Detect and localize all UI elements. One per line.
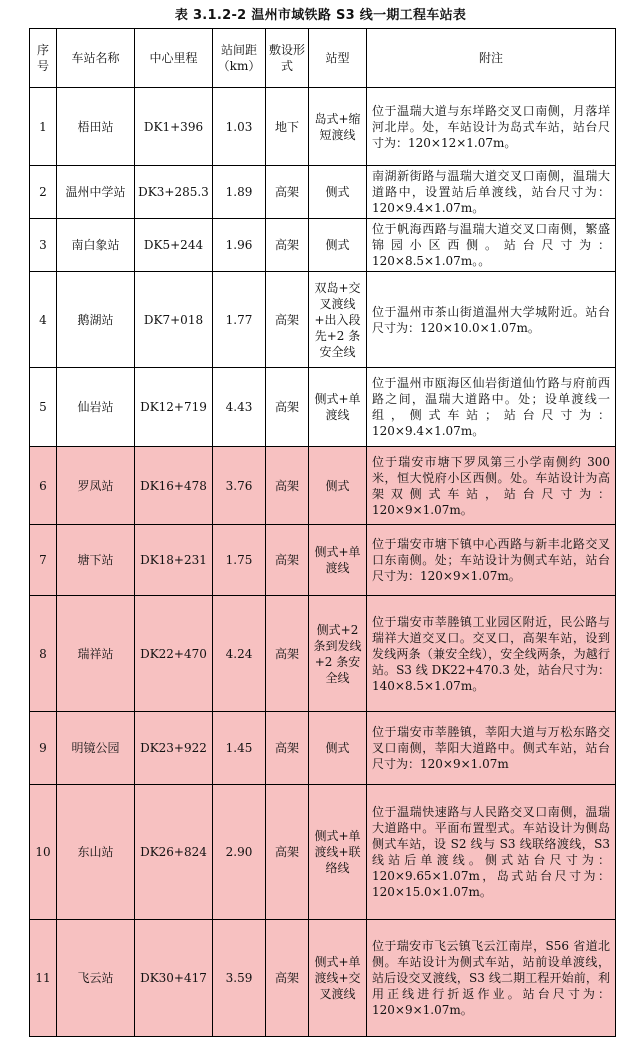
- cell-type: 侧式+2 条到发线+2 条安全线: [309, 596, 367, 712]
- col-header-laying: 敷设形式: [266, 29, 309, 88]
- cell-note: 位于瑞安市飞云镇飞云江南岸，S56 省道北侧。车站设计为侧式车站，站前设单渡线，站后设交叉渡线，S3 线二期工程开始前，利用正线进行折返作业。站台尺寸为：120×9×1.07m。: [367, 920, 616, 1037]
- table-row: [30, 596, 616, 712]
- cell-mileage: DK7+018: [135, 272, 213, 368]
- table-row: [30, 166, 616, 219]
- cell-mileage: DK16+478: [135, 447, 213, 525]
- cell-distance: 1.75: [213, 525, 266, 596]
- cell-no: 2: [30, 166, 57, 219]
- cell-distance: 1.03: [213, 88, 266, 166]
- cell-name: 塘下站: [57, 525, 135, 596]
- cell-note: 位于瑞安市莘塍镇，莘阳大道与万松东路交叉口南侧，莘阳大道路中。侧式车站，站台尺寸为：120×9×1.07m: [367, 712, 616, 785]
- cell-name: 东山站: [57, 785, 135, 920]
- cell-type: 侧式: [309, 712, 367, 785]
- cell-no: 9: [30, 712, 57, 785]
- cell-no: 5: [30, 368, 57, 447]
- cell-no: 1: [30, 88, 57, 166]
- cell-mileage: DK23+922: [135, 712, 213, 785]
- cell-note: 位于瑞安市塘下镇中心西路与新丰北路交叉口东南侧。处；车站设计为侧式车站，站台尺寸为：120×9×1.07m。: [367, 525, 616, 596]
- cell-distance: 3.76: [213, 447, 266, 525]
- col-header-mileage: 中心里程: [135, 29, 213, 88]
- cell-distance: 3.59: [213, 920, 266, 1037]
- cell-laying: 高架: [266, 447, 309, 525]
- cell-name: 飞云站: [57, 920, 135, 1037]
- cell-laying: 高架: [266, 219, 309, 272]
- cell-mileage: DK22+470: [135, 596, 213, 712]
- cell-mileage: DK3+285.3: [135, 166, 213, 219]
- cell-mileage: DK30+417: [135, 920, 213, 1037]
- cell-distance: 4.24: [213, 596, 266, 712]
- cell-type: 侧式+单渡线: [309, 525, 367, 596]
- cell-no: 3: [30, 219, 57, 272]
- cell-name: 罗凤站: [57, 447, 135, 525]
- cell-no: 10: [30, 785, 57, 920]
- cell-no: 7: [30, 525, 57, 596]
- col-header-name: 车站名称: [57, 29, 135, 88]
- col-header-distance: 站间距（km）: [213, 29, 266, 88]
- cell-note: 位于温州市瓯海区仙岩街道仙竹路与府前西路之间，温瑞大道路中。处；设单渡线一组，侧式车站；站台尺寸为：120×9.4×1.07m。: [367, 368, 616, 447]
- col-header-note: 附注: [367, 29, 616, 88]
- cell-laying: 高架: [266, 166, 309, 219]
- cell-type: 岛式+缩短渡线: [309, 88, 367, 166]
- cell-distance: 1.89: [213, 166, 266, 219]
- cell-note: 位于温瑞大道与东垟路交叉口南侧，月落垟河北岸。处，车站设计为岛式车站，站台尺寸为：120×12×1.07m。: [367, 88, 616, 166]
- cell-laying: 高架: [266, 712, 309, 785]
- cell-no: 4: [30, 272, 57, 368]
- table-row: [30, 525, 616, 596]
- col-header-type: 站型: [309, 29, 367, 88]
- table-row: [30, 368, 616, 447]
- cell-note: 位于温瑞快速路与人民路交叉口南侧，温瑞大道路中。平面布置型式。车站设计为侧岛侧式车站，设 S2 线与 S3 线联络渡线，S3 线站后单渡线。侧式站台尺寸为：120×9.65×1.07m，岛式站台尺寸为：120×15.0×1.07m。: [367, 785, 616, 920]
- cell-laying: 高架: [266, 525, 309, 596]
- cell-note: 位于温州市茶山街道温州大学城附近。站台尺寸为：120×10.0×1.07m。: [367, 272, 616, 368]
- table-row: [30, 219, 616, 272]
- cell-distance: 1.45: [213, 712, 266, 785]
- cell-no: 11: [30, 920, 57, 1037]
- header-row: [30, 29, 616, 88]
- cell-note: 南湖新街路与温瑞大道交叉口南侧，温瑞大道路中，设置站后单渡线，站台尺寸为：120×9.4×1.07m。: [367, 166, 616, 219]
- table-row: [30, 920, 616, 1037]
- cell-type: 侧式+单渡线: [309, 368, 367, 447]
- cell-name: 南白象站: [57, 219, 135, 272]
- col-header-no: 序号: [30, 29, 57, 88]
- cell-note: 位于帆海西路与温瑞大道交叉口南侧，繁盛锦园小区西侧。站台尺寸为：120×8.5×1.07m。。: [367, 219, 616, 272]
- station-table: [29, 28, 616, 1037]
- table-body: [30, 88, 616, 1037]
- cell-type: 侧式+单渡线+交叉渡线: [309, 920, 367, 1037]
- cell-distance: 2.90: [213, 785, 266, 920]
- table-row: [30, 785, 616, 920]
- cell-note: 位于瑞安市莘塍镇工业园区附近，民公路与瑞祥大道交叉口。交叉口，高架车站，设到发线两条（兼安全线），安全线两条，为越行站。S3 线 DK22+470.3 处，站台尺寸为：140×8.5×1.07m。: [367, 596, 616, 712]
- cell-name: 仙岩站: [57, 368, 135, 447]
- cell-type: 侧式: [309, 219, 367, 272]
- cell-type: 侧式+单渡线+联络线: [309, 785, 367, 920]
- cell-note: 位于瑞安市塘下罗凤第三小学南侧约 300 米，恒大悦府小区西侧。处。车站设计为高架双侧式车站，站台尺寸为：120×9×1.07m。: [367, 447, 616, 525]
- cell-mileage: DK5+244: [135, 219, 213, 272]
- cell-distance: 4.43: [213, 368, 266, 447]
- cell-name: 温州中学站: [57, 166, 135, 219]
- table-row: [30, 447, 616, 525]
- cell-type: 侧式: [309, 166, 367, 219]
- cell-laying: 高架: [266, 920, 309, 1037]
- cell-mileage: DK26+824: [135, 785, 213, 920]
- cell-laying: 高架: [266, 368, 309, 447]
- cell-type: 侧式: [309, 447, 367, 525]
- cell-name: 鹅湖站: [57, 272, 135, 368]
- table-row: [30, 712, 616, 785]
- cell-distance: 1.77: [213, 272, 266, 368]
- cell-mileage: DK18+231: [135, 525, 213, 596]
- cell-mileage: DK12+719: [135, 368, 213, 447]
- cell-laying: 地下: [266, 88, 309, 166]
- table-row: [30, 88, 616, 166]
- cell-laying: 高架: [266, 596, 309, 712]
- table-row: [30, 272, 616, 368]
- cell-name: 瑞祥站: [57, 596, 135, 712]
- cell-type: 双岛+交叉渡线+出入段先+2 条安全线: [309, 272, 367, 368]
- cell-no: 6: [30, 447, 57, 525]
- cell-distance: 1.96: [213, 219, 266, 272]
- cell-name: 明镜公园: [57, 712, 135, 785]
- cell-laying: 高架: [266, 272, 309, 368]
- table-title: 表 3.1.2-2 温州市域铁路 S3 线一期工程车站表: [174, 8, 467, 23]
- cell-laying: 高架: [266, 785, 309, 920]
- cell-no: 8: [30, 596, 57, 712]
- cell-mileage: DK1+396: [135, 88, 213, 166]
- cell-name: 梧田站: [57, 88, 135, 166]
